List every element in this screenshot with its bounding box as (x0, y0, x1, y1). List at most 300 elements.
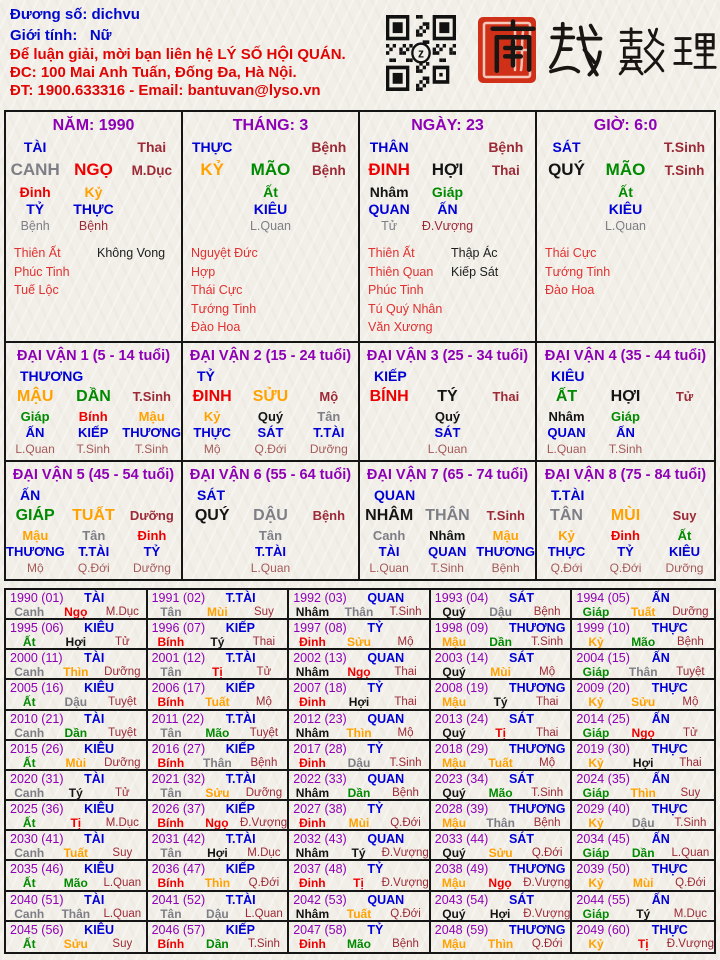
year-ten-god: TÀI (84, 711, 105, 726)
year-ten-god: THỰC (651, 681, 688, 696)
year-stem: Canh (14, 665, 45, 680)
dai-van-stage: Tử (675, 389, 694, 404)
year-label: 2044 (55) (576, 892, 630, 907)
pillar-ten-god: THÂN (369, 139, 409, 155)
year-row-top (572, 621, 714, 635)
year-branch: Sửu (63, 936, 88, 951)
hidden-god: QUAN (547, 425, 586, 440)
dai-van-stem: ẤT (555, 388, 578, 405)
year-label: 2039 (50) (576, 862, 630, 877)
year-stem: Nhâm (295, 846, 329, 861)
year-row-bottom (289, 937, 429, 951)
year-row-bottom (431, 635, 571, 649)
hidden-stage: Q.Đới (77, 561, 110, 575)
year-branch: Thìn (346, 725, 372, 740)
year-cell (572, 771, 714, 801)
year-cell (572, 620, 714, 650)
hidden-stem-column (596, 184, 655, 235)
year-label: 2008 (19) (434, 681, 489, 696)
hidden-stem-column (64, 184, 122, 235)
year-row-bottom (6, 846, 146, 860)
hidden-god: TỶ (617, 544, 634, 559)
year-ten-god: TÀI (84, 651, 105, 666)
year-row-bottom (431, 816, 571, 830)
year-stage: Tử (114, 636, 130, 649)
year-stem: Quý (442, 665, 466, 680)
year-stage: Dưỡng (104, 666, 141, 679)
hidden-stage: L.Quan (546, 442, 587, 456)
year-branch: Dần (489, 635, 512, 650)
year-label: 2033 (44) (434, 832, 489, 847)
hidden-stem: Bính (78, 409, 108, 424)
year-row-top (431, 742, 571, 756)
hidden-stage: Q.Đới (254, 442, 287, 456)
dai-van-title: ĐẠI VẬN 6 (55 - 64 tuổi) (189, 467, 352, 483)
hidden-god: T.TÀI (78, 544, 110, 559)
dai-van-branch: TUẤT (72, 507, 115, 524)
year-stage: T.Sinh (389, 756, 422, 769)
year-stem: Ất (22, 755, 36, 770)
year-label: 2000 (11) (10, 651, 63, 666)
year-row-top (572, 712, 714, 726)
year-stage: Đ.Vượng (381, 847, 429, 860)
dai-van-2 (183, 343, 360, 460)
year-cell (289, 922, 431, 952)
year-branch: Hợi (632, 755, 654, 770)
hidden-stem-column (241, 184, 299, 235)
hidden-stem-column (476, 528, 535, 576)
year-row-top (431, 802, 571, 816)
year-cell (572, 922, 714, 952)
year-stem: Kỷ (588, 635, 604, 650)
hidden-stage: Dưỡng (309, 442, 348, 456)
year-cell (6, 711, 148, 741)
year-stem: Kỷ (588, 876, 604, 891)
year-stem: Bính (157, 695, 185, 710)
year-ten-god: TỶ (367, 621, 384, 636)
dai-van-1 (6, 343, 183, 460)
year-stem: Canh (14, 605, 45, 619)
year-stage: Tuyệt (676, 666, 705, 679)
year-stage: Thai (679, 756, 702, 769)
dai-van-hidden-stems (183, 528, 358, 576)
year-label: 1992 (03) (293, 591, 347, 605)
year-ten-god: TỶ (367, 802, 384, 817)
dai-van-stage: Mộ (319, 389, 339, 404)
year-ten-god: ẤN (651, 892, 670, 907)
year-row-bottom (6, 816, 146, 830)
year-ten-god: THƯƠNG (508, 681, 566, 696)
year-row-bottom (6, 756, 146, 770)
hidden-stem: Kỷ (558, 528, 575, 543)
year-branch: Thìn (63, 665, 89, 680)
year-row-top (289, 832, 429, 846)
year-row-bottom (572, 816, 714, 830)
year-label: 2042 (53) (293, 892, 347, 907)
year-label: 2040 (51) (10, 892, 64, 907)
pillar-stage-mid: Thai (491, 163, 520, 178)
pillar-god-row (6, 138, 181, 157)
year-branch: Tý (493, 695, 508, 710)
pillar-stage-top: Thai (137, 139, 167, 155)
year-stem: Tân (160, 605, 182, 619)
year-row-top (431, 862, 571, 876)
hidden-god: THỰC (73, 201, 114, 217)
year-label: 1991 (02) (151, 591, 206, 605)
dai-van-title: ĐẠI VẬN 1 (5 - 14 tuổi) (16, 348, 171, 364)
year-branch: Hợi (489, 906, 511, 921)
hidden-god: SÁT (257, 425, 284, 440)
year-cell (431, 771, 573, 801)
hidden-stem: Ất (677, 528, 692, 543)
year-stem: Đinh (299, 695, 326, 710)
year-ten-god: THƯƠNG (508, 922, 566, 937)
year-row-top (148, 893, 288, 907)
year-branch: Tý (210, 635, 225, 650)
year-row-top (572, 893, 714, 907)
year-row-top (289, 802, 429, 816)
hidden-stem-column (64, 409, 122, 457)
year-label: 1996 (07) (151, 621, 206, 636)
hidden-stem: Canh (372, 528, 406, 543)
year-stem: Nhâm (295, 665, 330, 680)
hidden-stem: Mậu (138, 409, 165, 424)
dai-van-ten-god: ẤN (20, 487, 41, 503)
year-label: 2003 (14) (434, 651, 489, 666)
pillar-stars (537, 244, 714, 300)
year-row-bottom (289, 876, 429, 890)
year-branch: Tý (68, 785, 83, 800)
year-row-bottom (6, 635, 146, 649)
hidden-stage: Đ.Vượng (421, 219, 474, 233)
dai-van-hidden-stems (360, 409, 535, 457)
year-stage: Q.Đới (390, 907, 421, 920)
pillar-ten-god: THỰC (191, 139, 233, 155)
year-row-bottom (572, 756, 714, 770)
year-stem: Ất (22, 695, 36, 710)
pillar-hidden-stems (537, 184, 714, 235)
year-label: 2010 (21) (10, 711, 64, 726)
year-row-top (289, 862, 429, 876)
hidden-stem: Nhâm (429, 528, 466, 543)
dai-van-stem: ĐINH (192, 388, 232, 405)
year-cell (431, 861, 573, 891)
year-cell (148, 771, 290, 801)
hidden-stage: L.Quan (427, 442, 468, 456)
year-branch: Tuất (630, 605, 656, 619)
hidden-stem-column (123, 528, 181, 576)
year-branch: Thìn (630, 785, 656, 800)
dai-van-hidden-stems (360, 528, 535, 576)
year-label: 2037 (48) (293, 862, 347, 877)
hidden-stage: L.Quan (604, 219, 646, 233)
year-stem: Canh (14, 906, 45, 921)
year-row-top (572, 742, 714, 756)
year-stem: Giáp (582, 665, 610, 680)
year-stage: Tử (683, 726, 698, 739)
hidden-stem: Tân (258, 528, 283, 543)
dai-van-6 (183, 462, 360, 579)
year-ten-god: SÁT (508, 832, 534, 847)
dai-van-stage: T.Sinh (132, 389, 171, 404)
hidden-god: KIẾP (78, 425, 109, 440)
year-stem: Tân (160, 725, 182, 740)
year-ten-god: KIẾP (225, 802, 255, 817)
year-ten-god: KIẾP (225, 681, 255, 696)
year-branch: Hợi (65, 635, 87, 650)
hidden-stage: T.Sinh (430, 561, 464, 575)
year-label: 2022 (33) (293, 771, 347, 786)
year-ten-god: THỰC (651, 621, 688, 636)
year-row-bottom (6, 907, 146, 921)
dai-van-branch: HỢI (610, 388, 641, 405)
hidden-stage: Q.Đới (609, 561, 642, 575)
year-cell (6, 861, 148, 891)
year-stem: Đinh (299, 635, 326, 650)
hidden-stem: Đinh (19, 184, 51, 200)
dai-van-title: ĐẠI VẬN 3 (25 - 34 tuổi) (366, 348, 529, 364)
year-row-top (6, 742, 146, 756)
year-stage: Tử (114, 786, 130, 799)
star-item: Thiên Ất (14, 246, 61, 260)
hidden-stem-column (418, 528, 476, 576)
year-row-bottom (431, 786, 571, 800)
year-stage: Mộ (539, 666, 556, 679)
year-row-top (431, 591, 571, 605)
year-row-top (431, 893, 571, 907)
pillar-branch: MÃO (250, 160, 291, 179)
hidden-stem-column (300, 409, 358, 457)
year-label: 2031 (42) (151, 832, 206, 847)
year-label: 1999 (10) (576, 621, 630, 636)
auspicious-star-list (360, 244, 451, 337)
hidden-stage: Dưỡng (132, 561, 171, 575)
hidden-stage: Bệnh (491, 561, 520, 575)
year-stem: Ất (22, 876, 36, 891)
contact-line-3: ĐT: 1900.633316 - Email: bantuvan@lyso.vn (10, 82, 321, 99)
year-ten-god: ẤN (651, 711, 670, 726)
year-cell (431, 590, 573, 620)
hidden-stem: Quý (257, 409, 284, 424)
year-label: 2026 (37) (151, 802, 206, 817)
year-stage: Thai (394, 666, 417, 679)
pillar-stage-top: T.Sinh (663, 139, 706, 155)
year-label: 2006 (17) (151, 681, 206, 696)
year-cell (572, 801, 714, 831)
dai-van-ten-god: SÁT (197, 487, 225, 503)
year-row-top (6, 862, 146, 876)
dai-van-3 (360, 343, 537, 460)
pillar-stage-top: Bệnh (311, 139, 347, 155)
year-row-bottom (431, 665, 571, 679)
year-stage: Mộ (255, 696, 272, 709)
year-branch: Tuất (488, 755, 513, 770)
year-cell (572, 861, 714, 891)
hidden-stem-column (241, 409, 299, 457)
year-ten-god: KIÊU (84, 802, 115, 817)
hidden-stem: Tân (317, 409, 341, 424)
pillar-stars (183, 244, 358, 337)
year-cell (572, 741, 714, 771)
year-cell (6, 620, 148, 650)
year-cell (148, 590, 290, 620)
year-ten-god: SÁT (508, 711, 534, 726)
pillar-god-row (183, 138, 358, 157)
year-cell (289, 620, 431, 650)
year-cell (431, 922, 573, 952)
dai-van-ten-god: KIÊU (551, 368, 585, 384)
hidden-god: ẤN (616, 425, 635, 440)
year-branch: Dậu (631, 816, 655, 831)
year-stage: L.Quan (245, 907, 283, 920)
star-item: Tướng Tinh (545, 264, 611, 279)
year-branch: Thìn (204, 876, 231, 891)
year-ten-god: SÁT (508, 771, 534, 786)
dai-van-stage: Dưỡng (129, 508, 174, 523)
year-row-bottom (148, 756, 288, 770)
year-stem: Bính (157, 816, 185, 831)
auspicious-star-list (537, 244, 629, 300)
dai-van-ten-god: THƯƠNG (20, 368, 84, 384)
year-ten-god: QUAN (367, 892, 405, 907)
dai-van-stem-branch-row (183, 386, 358, 408)
year-row-bottom (572, 695, 714, 709)
year-stem: Ất (22, 635, 36, 650)
year-stem: Mậu (442, 635, 467, 650)
year-branch: Ngọ (64, 605, 88, 619)
year-label: 2002 (13) (293, 651, 347, 666)
year-cell (431, 831, 573, 861)
hidden-stem-column (596, 528, 655, 576)
year-row-top (289, 893, 429, 907)
dai-van-hidden-stems (6, 528, 181, 576)
hidden-god: TÀI (378, 544, 400, 559)
year-row-top (289, 772, 429, 786)
year-stage: Mộ (539, 756, 556, 769)
hidden-stem: Ất (618, 184, 633, 200)
year-row-top (6, 712, 146, 726)
year-stage: Thai (535, 726, 559, 739)
year-stage: Thai (535, 696, 559, 709)
star-item: Thiên Quan (368, 264, 434, 279)
dai-van-stem-branch-row (360, 386, 535, 408)
year-branch: Dần (64, 725, 88, 740)
year-cell (148, 831, 290, 861)
major-luck-periods-row-2 (4, 460, 716, 581)
year-stage: T.Sinh (531, 636, 564, 649)
year-branch: Tị (353, 876, 364, 891)
pillar-stars (360, 244, 535, 337)
hidden-stage: T.Sinh (608, 442, 643, 456)
year-stage: Q.Đới (248, 877, 280, 890)
year-stem: Bính (157, 635, 185, 650)
dai-van-5 (6, 462, 183, 579)
year-row-top (572, 772, 714, 786)
year-stem: Tân (160, 665, 182, 680)
year-cell (6, 922, 148, 952)
year-ten-god: KIẾP (225, 741, 255, 756)
year-stem: Bính (157, 755, 185, 770)
year-row-bottom (431, 756, 571, 770)
year-label: 2038 (49) (434, 862, 489, 877)
year-branch: Tị (70, 816, 82, 831)
pillar-ten-god: SÁT (552, 139, 581, 155)
year-stage: Tuyệt (108, 726, 137, 739)
year-stem: Nhâm (295, 725, 330, 740)
hidden-god: THỰC (193, 425, 231, 440)
year-stem: Tân (160, 906, 182, 921)
year-cell (6, 771, 148, 801)
year-branch: Mão (488, 785, 513, 800)
dai-van-8 (537, 462, 714, 579)
year-branch: Sửu (631, 695, 656, 710)
year-label: 2020 (31) (10, 771, 64, 786)
year-stage: Q.Đới (531, 847, 563, 860)
year-cell (6, 680, 148, 710)
year-label: 2046 (57) (151, 922, 206, 937)
dai-van-title: ĐẠI VẬN 5 (45 - 54 tuổi) (12, 467, 175, 483)
dai-van-branch: TÝ (437, 388, 458, 405)
pillar-god-row (537, 138, 714, 157)
year-row-bottom (289, 816, 429, 830)
year-branch: Tý (636, 906, 651, 921)
year-cell (431, 741, 573, 771)
star-item: Phúc Tinh (368, 283, 424, 297)
year-cell (572, 680, 714, 710)
hidden-stem-column (655, 528, 714, 576)
hidden-stem: Mậu (22, 528, 49, 543)
pillar-title: NĂM: 1990 (52, 117, 135, 134)
year-row-top (289, 681, 429, 695)
hidden-stem: Quý (434, 409, 461, 424)
hidden-god: QUAN (428, 544, 467, 559)
year-row-bottom (572, 876, 714, 890)
hidden-god: ẤN (437, 201, 458, 217)
star-item: Không Vong (97, 246, 166, 260)
year-stem: Giáp (582, 785, 610, 800)
year-label: 2019 (30) (576, 741, 630, 756)
year-row-bottom (6, 937, 146, 951)
auspicious-star-list (183, 244, 274, 337)
year-label: 2005 (16) (10, 681, 64, 696)
calligraphy-viet-icon (546, 12, 608, 90)
hidden-god: THƯƠNG (6, 544, 65, 559)
year-stage: Bệnh (676, 636, 704, 649)
year-ten-god: KIÊU (84, 862, 115, 877)
year-ten-god: TỶ (367, 681, 384, 696)
year-ten-god: KIẾP (225, 621, 255, 636)
year-row-bottom (148, 695, 288, 709)
pillar-ten-god: TÀI (23, 139, 47, 155)
year-row-bottom (431, 846, 571, 860)
year-label: 2025 (36) (10, 802, 64, 817)
year-cell (6, 741, 148, 771)
year-row-top (572, 802, 714, 816)
year-stage: Dưỡng (104, 756, 141, 769)
year-stage: Mộ (682, 696, 699, 709)
dai-van-hidden-stems (6, 409, 181, 457)
star-item: Tú Quý Nhân (368, 301, 443, 316)
year-stem: Kỷ (588, 695, 604, 710)
year-row-top (6, 621, 146, 635)
dai-van-hidden-stems (183, 409, 358, 457)
dai-van-stage: Bệnh (312, 508, 346, 523)
hidden-stem-column (6, 184, 64, 235)
year-ten-god: T.TÀI (225, 711, 256, 726)
year-row-top (431, 681, 571, 695)
year-cell (148, 861, 290, 891)
hidden-god: THỰC (547, 544, 586, 559)
